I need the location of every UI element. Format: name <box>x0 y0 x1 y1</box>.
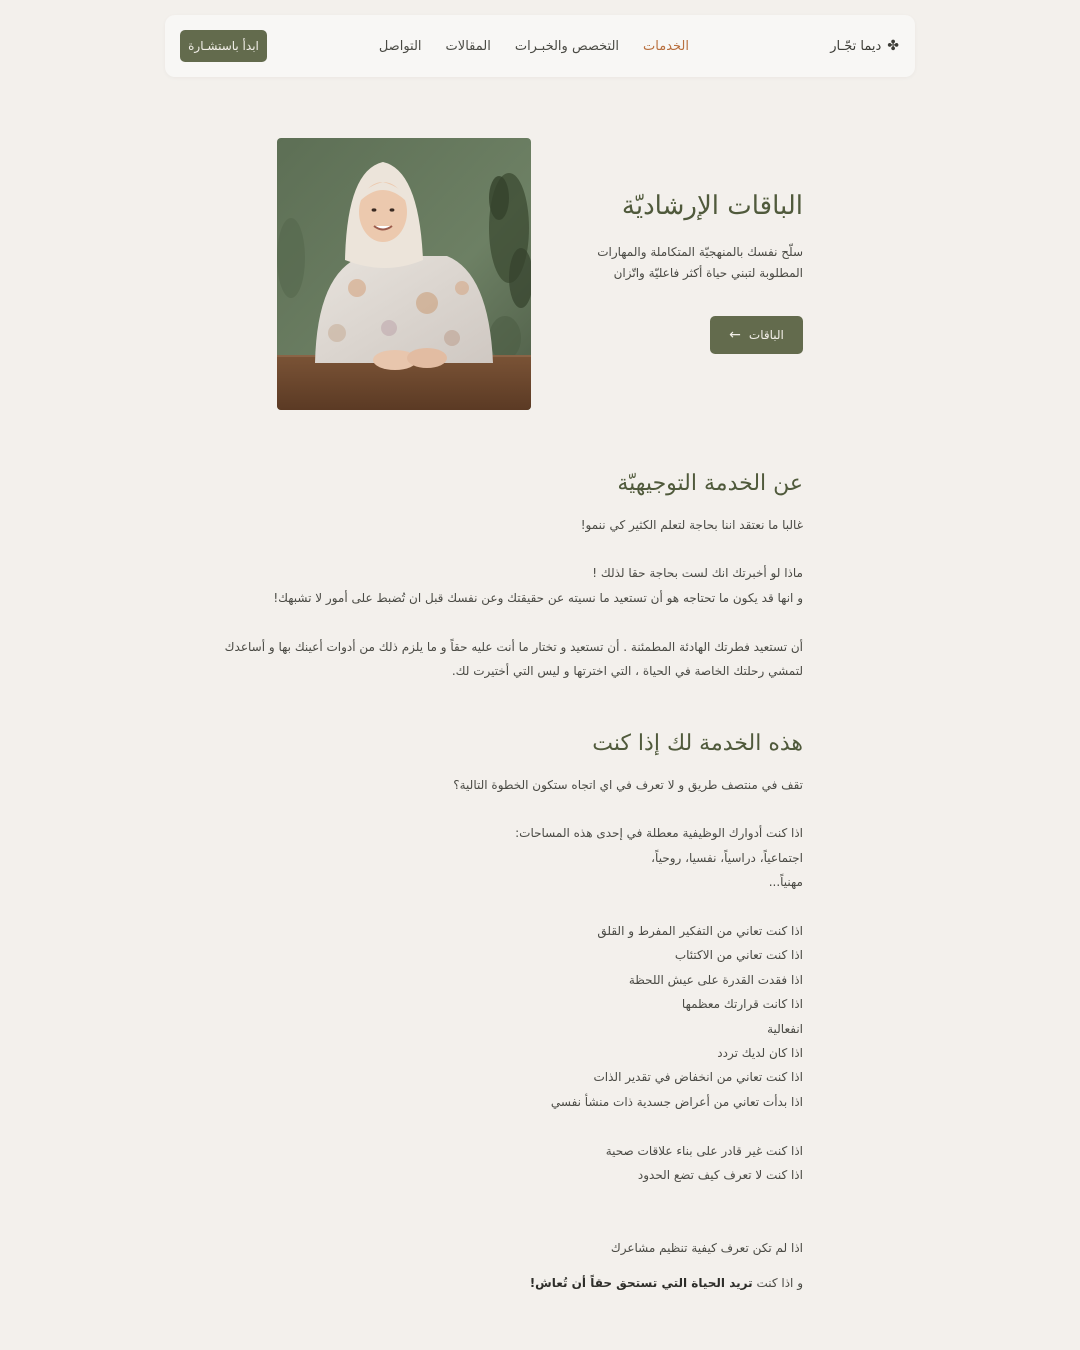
about-text-line: غالبا ما نعتقد اننا بحاجة لتعلم الكثير كي ننمو! <box>580 517 803 532</box>
nav-link-articles[interactable]: المقالات <box>445 38 491 54</box>
for-you-text-line: مهنياً... <box>768 875 803 890</box>
for-you-text-line: اذا كنت غير قادر على بناء علاقات صحية <box>605 1143 803 1158</box>
hero-title: الباقات الإرشاديّة <box>621 191 803 221</box>
about-text-line: أن تستعيد فطرتك الهادئة المطمئنة . أن تستعيد و تختار ما أنت عليه حقاً و ما يلزم ذلك من أدوات أعينك بها و أساعدك <box>224 639 803 654</box>
for-you-text-line: اذا كان لديك تردد <box>717 1046 803 1061</box>
hero-portrait-image <box>277 138 531 410</box>
for-you-text-line: اذا فقدت القدرة على عيش اللحظة <box>628 972 803 987</box>
hero-subtitle: سلّح نفسك بالمنهجيّة المتكاملة والمهارات المطلوبة لتبني حياة أكثر فاعليّة واتّزان <box>597 244 803 280</box>
paragraph-gap <box>283 1187 803 1211</box>
for-you-text-line: اذا كنت تعاني من انخفاض في تقدير الذات <box>593 1070 803 1085</box>
paragraph-gap <box>283 1212 803 1236</box>
for-you-text-line: اجتماعياً، دراسياً، نفسيا، روحياً، <box>651 850 803 865</box>
start-consultation-button[interactable]: ابدأ باستشـارة <box>180 30 267 62</box>
clover-icon: ✤ <box>887 38 899 54</box>
about-service-section <box>224 470 803 683</box>
nav-links <box>379 15 689 77</box>
for-you-section-body <box>283 773 803 1261</box>
about-section-title: عن الخدمة التوجيهيّة <box>617 471 803 496</box>
final-statement-prefix: و اذا كنت <box>752 1275 803 1290</box>
nav-link-expertise[interactable]: التخصص والخبـرات <box>514 38 620 54</box>
about-text-line: و انها قد يكون ما تحتاجه هو أن تستعيد ما نسيته عن حقيقتك وعن نفسك قبل ان تُضبط على أمور لا تشبهك! <box>273 590 803 605</box>
for-you-text-line: انفعالية <box>767 1021 803 1036</box>
logo-text: ديما تجّـار <box>830 38 882 54</box>
for-you-text-line: اذا لم تكن تعرف كيفية تنظيم مشاعرك <box>610 1241 803 1256</box>
nav-link-contact[interactable]: التواصل <box>378 38 422 54</box>
about-text-line: لتمشي رحلتك الخاصة في الحياة ، التي اخترتها و ليس التي أختيرت لك. <box>451 664 803 678</box>
portrait-illustration <box>277 138 531 410</box>
for-you-text-line: اذا كنت لا تعرف كيف تضع الحدود <box>637 1168 803 1183</box>
for-you-section <box>283 730 803 1295</box>
for-you-text-line: اذا بدأت تعاني من أعراض جسدية ذات منشأ نفسي <box>550 1094 803 1109</box>
about-text-line: ماذا لو أخبرتك انك لست بحاجة حقا لذلك ! <box>592 566 803 581</box>
for-you-text-line: اذا كانت قرارتك معظمها <box>681 997 803 1012</box>
nav-link-services[interactable]: الخدمات <box>643 38 689 54</box>
for-you-text-line: اذا كنت تعاني من التفكير المفرط و القلق <box>597 924 803 938</box>
packages-button[interactable] <box>710 316 803 354</box>
arrow-left-icon: ← <box>729 327 741 343</box>
final-statement-bold: تريد الحياة التي تستحق حقاً أن تُعاش! <box>529 1275 753 1290</box>
for-you-text-line: اذا كنت أدوارك الوظيفية معطلة في إحدى هذه المساحات: <box>515 826 803 841</box>
for-you-text-line: تقف في منتصف طريق و لا تعرف في اي اتجاه ستكون الخطوة التالية؟ <box>453 777 803 792</box>
paragraph-gap <box>283 895 803 919</box>
for-you-section-title: هذه الخدمة لك إذا كنت <box>592 731 803 756</box>
paragraph-gap <box>283 1114 803 1138</box>
site-logo[interactable] <box>830 15 899 77</box>
packages-button-label: الباقات <box>748 328 784 342</box>
final-statement <box>283 1271 803 1295</box>
hero-text-block <box>553 190 803 284</box>
paragraph-gap <box>283 537 803 561</box>
paragraph-gap <box>283 610 803 634</box>
for-you-text-line: اذا كنت تعاني من الاكتئاب <box>674 948 803 963</box>
top-navbar <box>165 15 915 77</box>
paragraph-gap <box>283 797 803 821</box>
about-section-body <box>224 513 803 684</box>
